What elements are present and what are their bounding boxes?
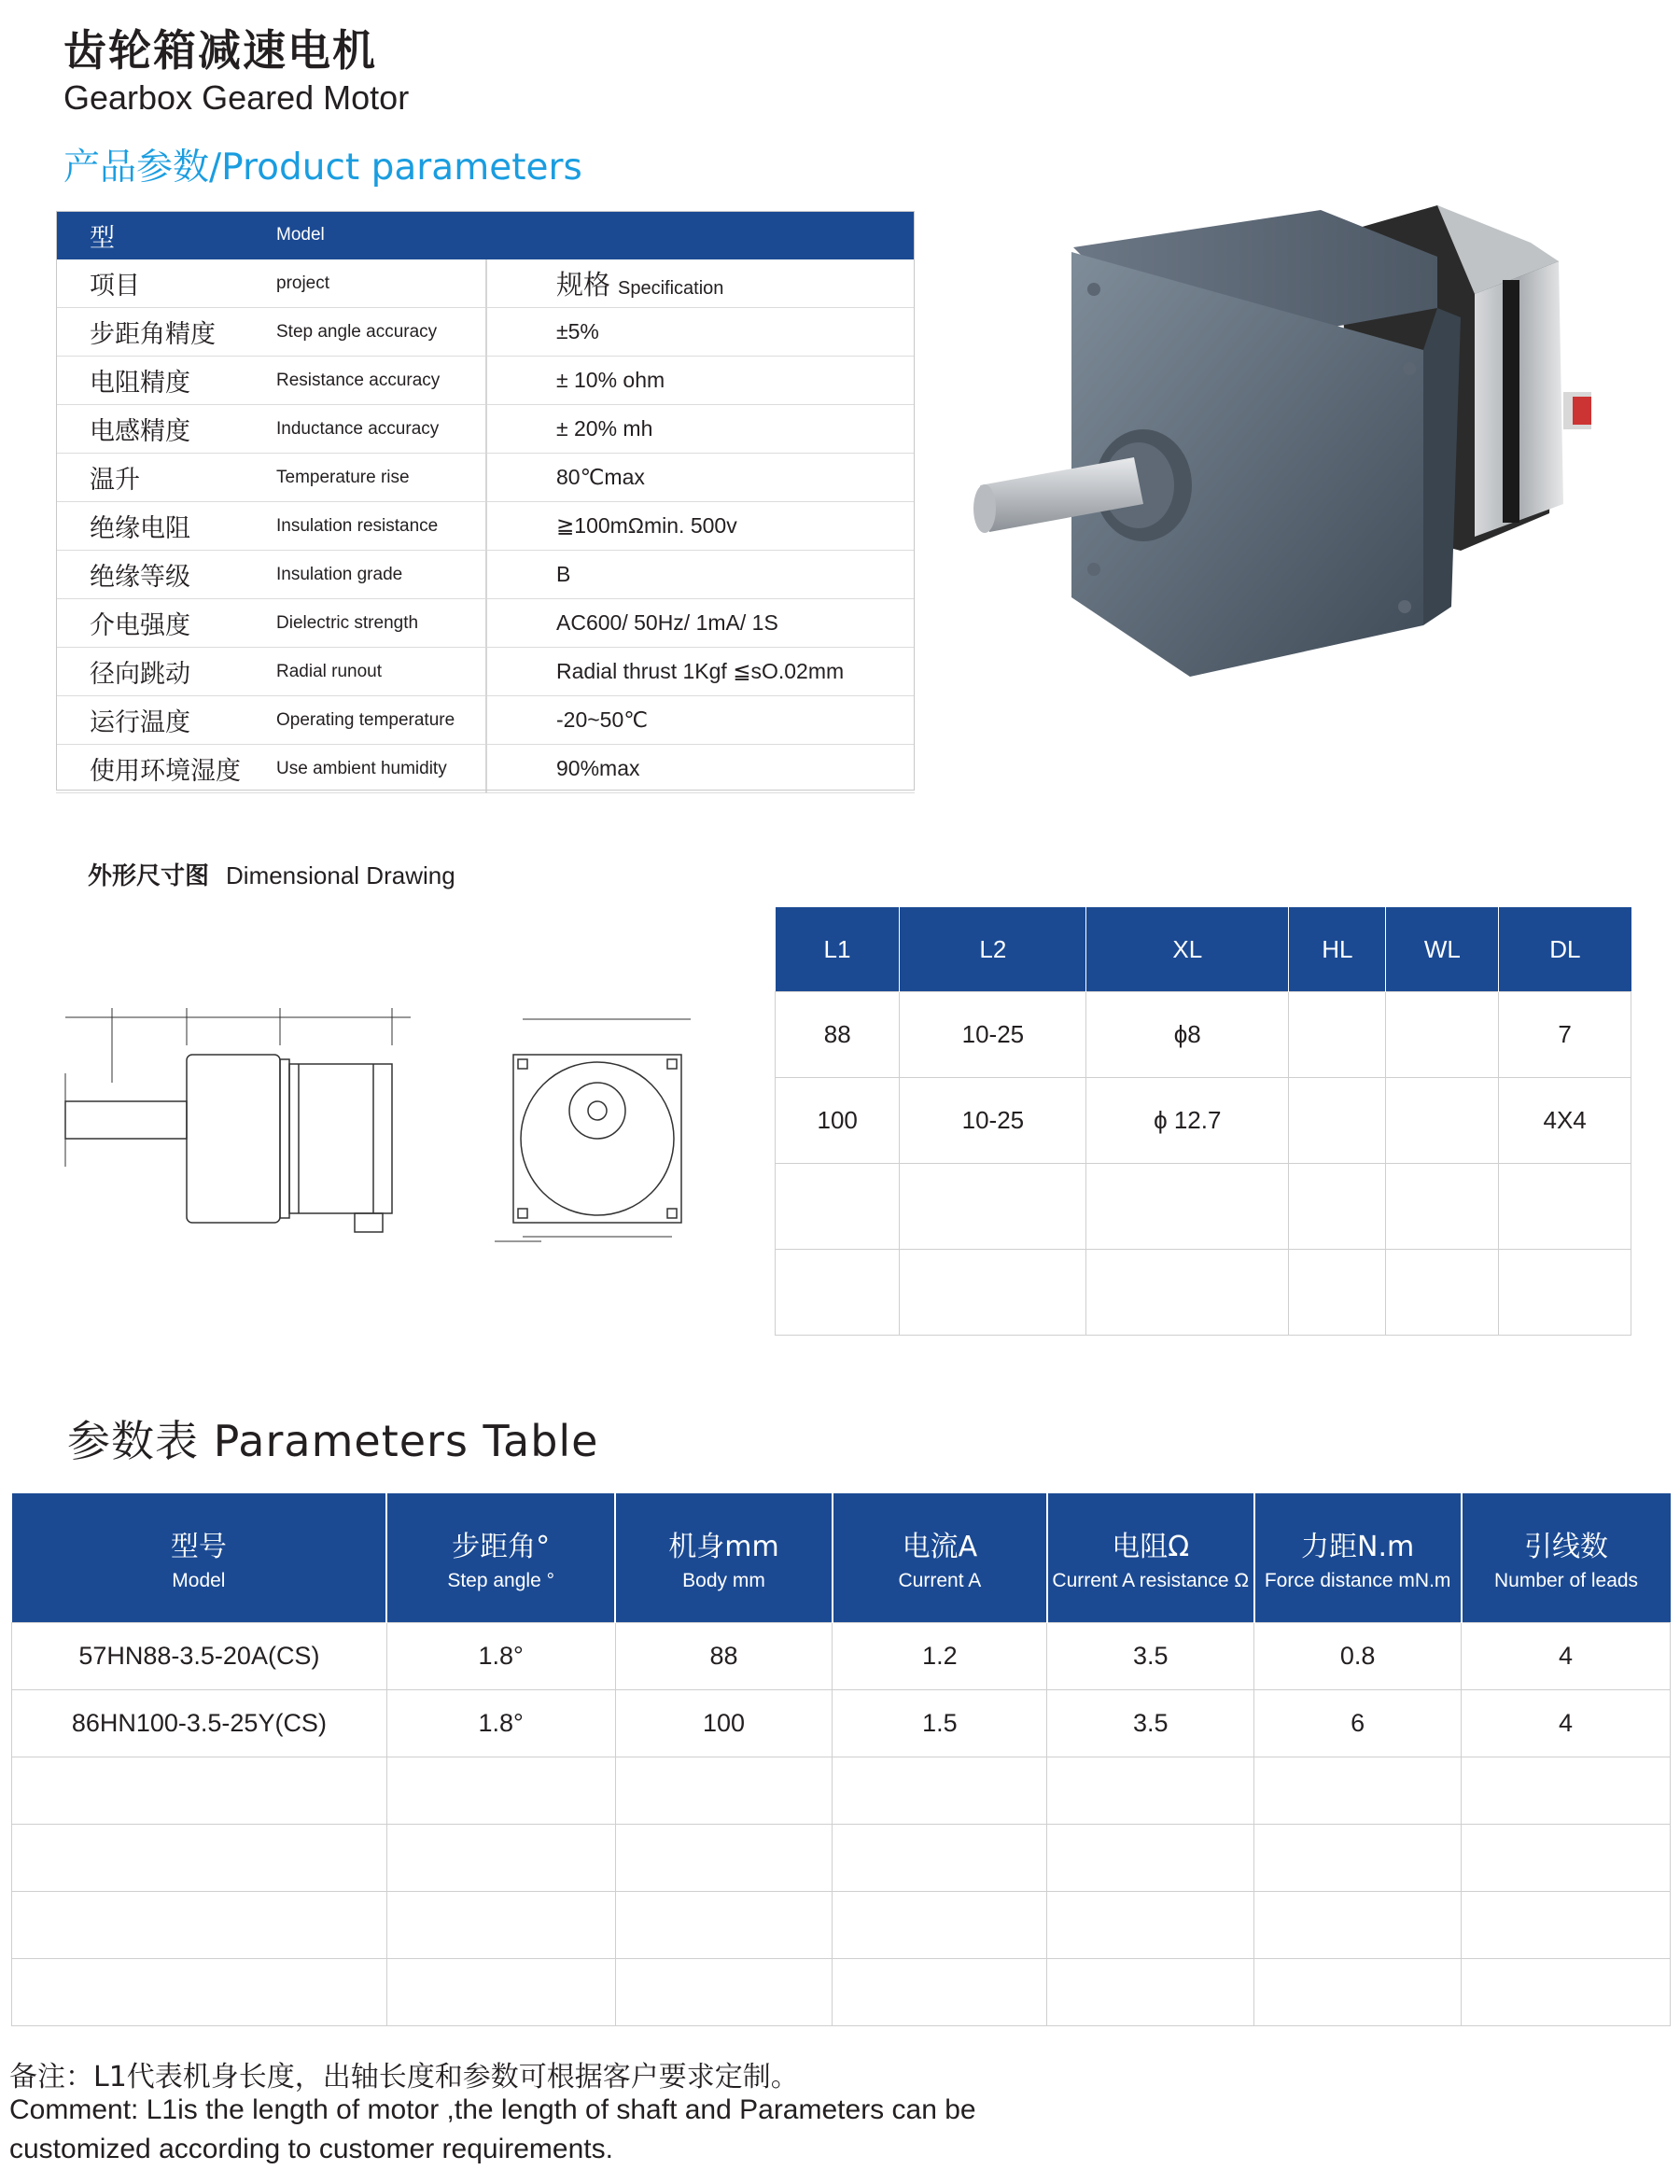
table-row xyxy=(12,1757,1671,1825)
column-header xyxy=(833,1493,1047,1623)
table-cell xyxy=(1386,1250,1499,1336)
table-cell: 6 xyxy=(1254,1690,1462,1757)
table-row xyxy=(776,1164,1631,1250)
table-cell: 1.2 xyxy=(833,1623,1047,1690)
column-header xyxy=(1047,1493,1254,1623)
table-row xyxy=(776,1250,1631,1336)
table-row xyxy=(12,1623,1671,1690)
note-en: Comment: L1is the length of motor ,the length of shaft and Parameters can be customized according to customer requirements. xyxy=(9,2094,976,2164)
table-cell xyxy=(1254,1959,1462,2026)
column-header-en: Force distance mN.m xyxy=(1264,1570,1451,1591)
page-title-en: Gearbox Geared Motor xyxy=(63,78,410,117)
column-header-cn: 引线数 xyxy=(1524,1531,1609,1563)
item-cn: 绝缘电阻 xyxy=(56,502,276,551)
table-cell xyxy=(1254,1757,1462,1825)
item-value: 90%max xyxy=(486,745,915,793)
table-cell: 1.5 xyxy=(833,1690,1047,1757)
column-header-cn: 型号 xyxy=(170,1531,227,1563)
header-cell-cn: 型 xyxy=(56,211,276,259)
table-cell: 4 xyxy=(1462,1623,1671,1690)
table-header-row xyxy=(776,907,1631,992)
table-cell: 3.5 xyxy=(1047,1690,1254,1757)
column-header: HL xyxy=(1289,907,1386,992)
item-cn: 电感精度 xyxy=(56,405,276,454)
table-frame xyxy=(56,211,915,791)
item-cn: 运行温度 xyxy=(56,696,276,745)
item-en: project xyxy=(276,259,486,308)
section-heading: 产品参数/Product parameters xyxy=(63,147,582,189)
table-cell xyxy=(386,1959,615,2026)
table-cell xyxy=(1462,1959,1671,2026)
column-header: WL xyxy=(1386,907,1499,992)
table-cell: 4X4 xyxy=(1499,1078,1631,1164)
table-cell xyxy=(1047,1825,1254,1892)
table-cell xyxy=(1499,1164,1631,1250)
table-cell xyxy=(776,1250,900,1336)
item-cn: 项目 xyxy=(56,259,276,308)
column-header: XL xyxy=(1086,907,1289,992)
table-cell xyxy=(900,1164,1086,1250)
table-cell: 86HN100-3.5-25Y(CS) xyxy=(12,1690,387,1757)
item-cn: 使用环境湿度 xyxy=(56,745,276,793)
column-header: DL xyxy=(1499,907,1631,992)
table-row xyxy=(12,1690,1671,1757)
table-row xyxy=(776,992,1631,1078)
table-row xyxy=(12,1959,1671,2026)
column-header-cn: 电阻Ω xyxy=(1112,1531,1190,1563)
table-cell xyxy=(12,1757,387,1825)
table-cell xyxy=(1386,992,1499,1078)
column-header xyxy=(615,1493,833,1623)
table-cell xyxy=(615,1892,833,1959)
item-cn: 温升 xyxy=(56,454,276,502)
column-header-cn: 电流A xyxy=(902,1531,978,1563)
table-cell xyxy=(12,1825,387,1892)
table-cell: 1.8° xyxy=(386,1623,615,1690)
table-cell xyxy=(12,1892,387,1959)
table-cell xyxy=(833,1892,1047,1959)
item-en: Use ambient humidity xyxy=(276,745,486,793)
column-header: L1 xyxy=(776,907,900,992)
table-cell: 100 xyxy=(615,1690,833,1757)
table-cell xyxy=(1462,1892,1671,1959)
item-en: Dielectric strength xyxy=(276,599,486,648)
table-cell xyxy=(1254,1892,1462,1959)
item-cn: 步距角精度 xyxy=(56,308,276,357)
table-cell: 3.5 xyxy=(1047,1623,1254,1690)
table-header-row xyxy=(12,1493,1671,1623)
column-header-en: Step angle ° xyxy=(447,1570,554,1591)
spec-cn: 规格 xyxy=(556,269,611,301)
column-header-cn: 力距N.m xyxy=(1301,1531,1415,1563)
table-cell: 10-25 xyxy=(900,992,1086,1078)
table-cell: ϕ8 xyxy=(1086,992,1289,1078)
header-cell-en: Model xyxy=(276,211,486,259)
item-value: ± 20% mh xyxy=(486,405,915,454)
dimension-table xyxy=(775,907,1631,1336)
item-value: B xyxy=(486,551,915,599)
column-header-en: Number of leads xyxy=(1493,1570,1639,1591)
column-header-en: Current A xyxy=(898,1570,982,1591)
item-cn: 介电强度 xyxy=(56,599,276,648)
item-en: Insulation resistance xyxy=(276,502,486,551)
item-value: Radial thrust 1Kgf ≦sO.02mm xyxy=(486,648,915,696)
item-cn: 径向跳动 xyxy=(56,648,276,696)
item-en: Step angle accuracy xyxy=(276,308,486,357)
motor-product-photo xyxy=(952,205,1624,691)
column-header xyxy=(1254,1493,1462,1623)
table-cell xyxy=(386,1892,615,1959)
column-header-cn: 机身mm xyxy=(668,1531,779,1563)
table-cell: 7 xyxy=(1499,992,1631,1078)
table-cell xyxy=(1254,1825,1462,1892)
page-title-cn: 齿轮箱减速电机 xyxy=(63,25,377,76)
table-row xyxy=(776,1078,1631,1164)
table-cell xyxy=(615,1959,833,2026)
table-cell xyxy=(1086,1250,1289,1336)
table-cell xyxy=(1499,1250,1631,1336)
table-cell xyxy=(776,1164,900,1250)
table-cell xyxy=(833,1825,1047,1892)
column-header-en: Current A resistance Ω xyxy=(1052,1570,1250,1591)
table-cell: 88 xyxy=(615,1623,833,1690)
item-cn: 绝缘等级 xyxy=(56,551,276,599)
item-en: Temperature rise xyxy=(276,454,486,502)
column-header-en: Model xyxy=(172,1570,226,1591)
table-cell xyxy=(1289,1164,1386,1250)
table-cell xyxy=(1289,1078,1386,1164)
item-en: Operating temperature xyxy=(276,696,486,745)
parameters-table xyxy=(11,1493,1671,2026)
item-value: ± 10% ohm xyxy=(486,357,915,405)
table-cell xyxy=(1047,1757,1254,1825)
note-cn: 备注：L1代表机身长度，出轴长度和参数可根据客户要求定制。 xyxy=(9,2061,799,2093)
table-cell xyxy=(386,1757,615,1825)
table-cell xyxy=(1386,1164,1499,1250)
table-cell: 1.8° xyxy=(386,1690,615,1757)
table-cell: 0.8 xyxy=(1254,1623,1462,1690)
table-cell xyxy=(900,1250,1086,1336)
table-cell xyxy=(1086,1164,1289,1250)
table-cell xyxy=(12,1959,387,2026)
item-en: Radial runout xyxy=(276,648,486,696)
item-value: 80℃max xyxy=(486,454,915,502)
table-cell xyxy=(386,1825,615,1892)
drawing-title-en: Dimensional Drawing xyxy=(226,861,455,889)
table-cell xyxy=(1462,1757,1671,1825)
item-en: Resistance accuracy xyxy=(276,357,486,405)
drawing-title-cn: 外形尺寸图 xyxy=(88,862,210,890)
table-cell xyxy=(1289,992,1386,1078)
table-cell xyxy=(1462,1825,1671,1892)
item-value: ±5% xyxy=(486,308,915,357)
table-cell xyxy=(833,1757,1047,1825)
table-row xyxy=(12,1892,1671,1959)
item-value: AC600/ 50Hz/ 1mA/ 1S xyxy=(486,599,915,648)
table-cell: ϕ 12.7 xyxy=(1086,1078,1289,1164)
spec-en: Specification xyxy=(618,278,724,299)
item-cn: 电阻精度 xyxy=(56,357,276,405)
column-header: L2 xyxy=(900,907,1086,992)
table-cell xyxy=(1047,1959,1254,2026)
column-header xyxy=(1462,1493,1671,1623)
table-row xyxy=(12,1825,1671,1892)
table-cell xyxy=(1386,1078,1499,1164)
item-value: ≧100mΩmin. 500v xyxy=(486,502,915,551)
table-cell: 88 xyxy=(776,992,900,1078)
item-value: -20~50℃ xyxy=(486,696,915,745)
column-header xyxy=(12,1493,387,1623)
table-cell xyxy=(615,1757,833,1825)
dimensional-drawing xyxy=(56,1008,709,1288)
table-cell xyxy=(833,1959,1047,2026)
table-cell xyxy=(1047,1892,1254,1959)
parameters-table-title: 参数表 Parameters Table xyxy=(67,1416,599,1466)
table-cell xyxy=(1289,1250,1386,1336)
column-header-cn: 步距角° xyxy=(452,1531,551,1563)
table-cell: 100 xyxy=(776,1078,900,1164)
table-cell: 10-25 xyxy=(900,1078,1086,1164)
item-en: Inductance accuracy xyxy=(276,405,486,454)
drawing-title xyxy=(88,857,455,891)
table-cell: 57HN88-3.5-20A(CS) xyxy=(12,1623,387,1690)
table-cell xyxy=(615,1825,833,1892)
column-header-en: Body mm xyxy=(682,1570,765,1591)
item-en: Insulation grade xyxy=(276,551,486,599)
table-cell: 4 xyxy=(1462,1690,1671,1757)
column-header xyxy=(386,1493,615,1623)
